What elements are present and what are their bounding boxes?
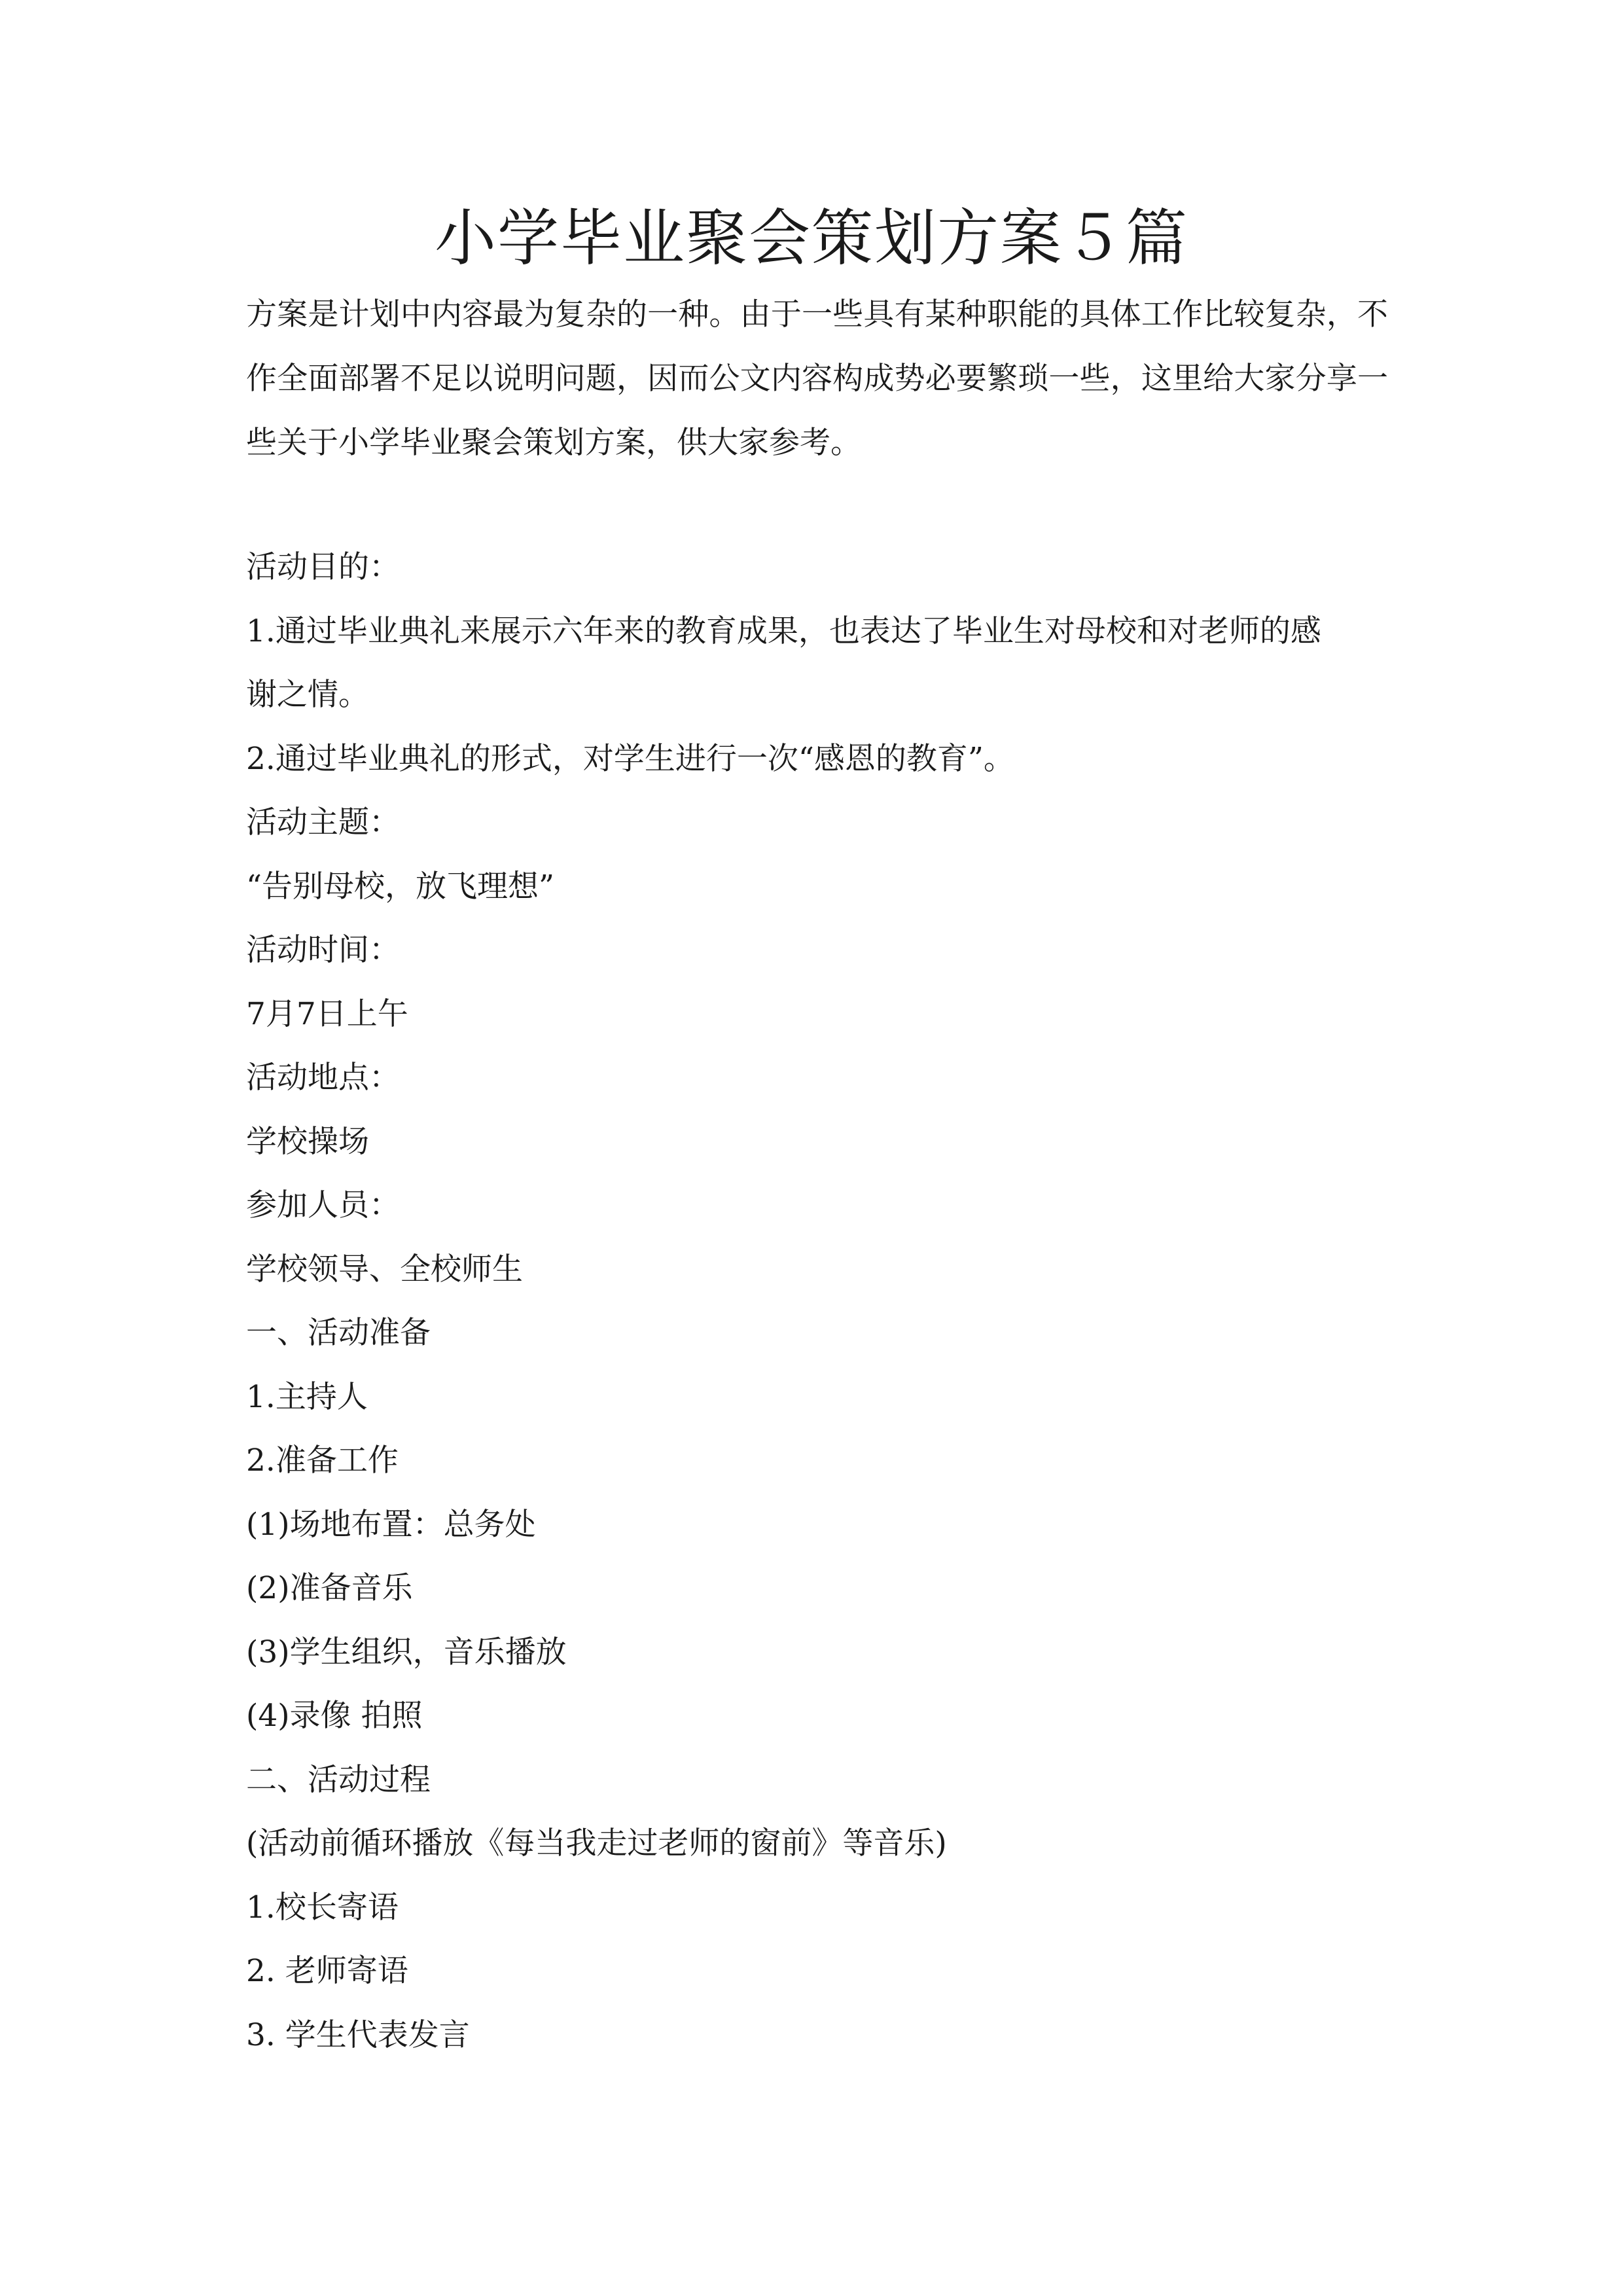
process-item-2: 2. 老师寄语	[246, 1953, 408, 1989]
preparation-item-1: 1.主持人	[246, 1378, 368, 1415]
preparation-subitem-1: (1)场地布置：总务处	[246, 1506, 536, 1543]
section-heading-purpose: 活动目的：	[246, 549, 400, 585]
section-heading-location: 活动地点：	[246, 1060, 400, 1096]
section-heading-participants: 参加人员：	[246, 1187, 400, 1223]
preparation-item-2: 2.准备工作	[246, 1443, 399, 1479]
time-text: 7月7日上午	[246, 996, 408, 1032]
purpose-item-1-continued: 谢之情。	[246, 677, 369, 713]
preparation-subitem-2: (2)准备音乐	[246, 1570, 413, 1606]
process-note: (活动前循环播放《每当我走过老师的窗前》等音乐)	[246, 1825, 947, 1861]
preparation-subitem-3: (3)学生组织，音乐播放	[246, 1634, 567, 1670]
document-title: 小学毕业聚会策划方案５篇	[434, 203, 1188, 274]
process-item-3: 3. 学生代表发言	[246, 2017, 470, 2053]
section-heading-preparation: 一、活动准备	[246, 1315, 431, 1351]
plan-body	[246, 535, 1388, 2067]
intro-text: 方案是计划中内容最为复杂的一种。由于一些具有某种职能的具体工作比较复杂，不作全面部署不足以说明问题，因而公文内容构成势必要繁琐一些，这里给大家分享一些关于小学毕业聚会策划方案，供大家参考。	[246, 296, 1388, 461]
participants-text: 学校领导、全校师生	[246, 1251, 523, 1287]
preparation-subitem-4: (4)录像 拍照	[246, 1698, 423, 1734]
process-item-1: 1.校长寄语	[246, 1889, 399, 1926]
location-text: 学校操场	[246, 1123, 369, 1160]
section-heading-process: 二、活动过程	[246, 1761, 431, 1798]
purpose-item-2: 2.通过毕业典礼的形式，对学生进行一次“感恩的教育”。	[246, 740, 1014, 777]
theme-text: “告别母校，放飞理想”	[246, 868, 555, 905]
intro-paragraph	[246, 283, 1388, 475]
purpose-item-1: 1.通过毕业典礼来展示六年来的教育成果，也表达了毕业生对母校和对老师的感	[246, 613, 1321, 649]
section-heading-theme: 活动主题：	[246, 804, 400, 840]
section-heading-time: 活动时间：	[246, 932, 400, 968]
